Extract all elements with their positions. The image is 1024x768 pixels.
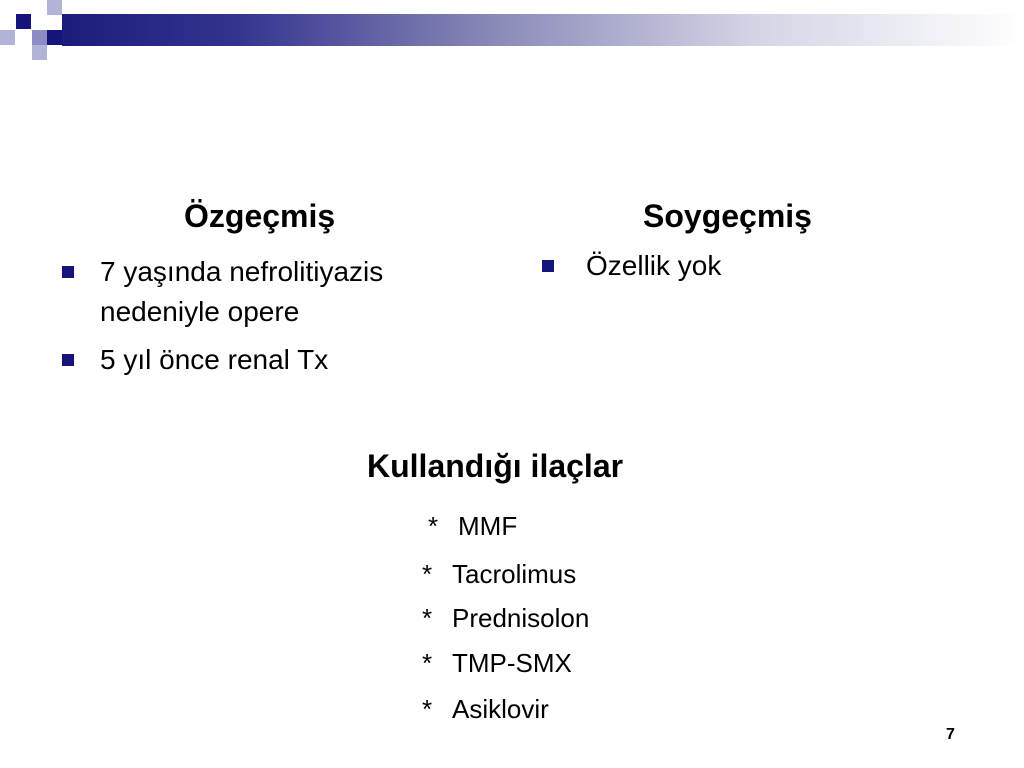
- square-bullet-icon: [62, 354, 74, 366]
- list-item-text: 7 yaşında nefrolitiyazis: [100, 256, 384, 287]
- header-square-icon: [0, 30, 15, 45]
- medication-marker: *: [428, 511, 439, 541]
- medication-item: [428, 511, 517, 541]
- family-history-heading: Soygeçmiş: [643, 198, 812, 234]
- header-square-icon: [32, 30, 47, 45]
- list-item-text: nedeniyle opere: [100, 296, 300, 327]
- page-number: 7: [946, 726, 955, 743]
- medication-marker: *: [422, 603, 433, 633]
- square-bullet-icon: [62, 266, 74, 278]
- medication-item: [422, 559, 576, 589]
- square-bullet-icon: [542, 260, 554, 272]
- history-heading: Özgeçmiş: [184, 198, 336, 234]
- header-square-icon: [16, 14, 31, 29]
- list-item: [540, 246, 970, 286]
- medication-item: [422, 694, 549, 724]
- history-list: [60, 252, 490, 388]
- medication-name: Tacrolimus: [452, 559, 577, 589]
- list-item-text: Özellik yok: [586, 250, 722, 281]
- header-gradient-bar: [62, 14, 1024, 46]
- medication-marker: *: [422, 648, 433, 678]
- list-item: [60, 340, 490, 380]
- medication-item: [422, 648, 572, 678]
- medication-item: [422, 603, 589, 633]
- list-item-text: 5 yıl önce renal Tx: [100, 344, 329, 375]
- medication-name: Asiklovir: [452, 694, 549, 724]
- medication-name: TMP-SMX: [452, 648, 572, 678]
- medication-name: Prednisolon: [452, 603, 590, 633]
- medication-name: MMF: [458, 511, 518, 541]
- family-history-list: [540, 246, 970, 294]
- list-item: [60, 252, 490, 332]
- header-square-icon: [47, 30, 62, 45]
- header-square-icon: [32, 45, 47, 60]
- medication-marker: *: [422, 694, 433, 724]
- medication-marker: *: [422, 559, 433, 589]
- medications-heading: Kullandığı ilaçlar: [367, 448, 624, 484]
- header-square-icon: [47, 0, 62, 15]
